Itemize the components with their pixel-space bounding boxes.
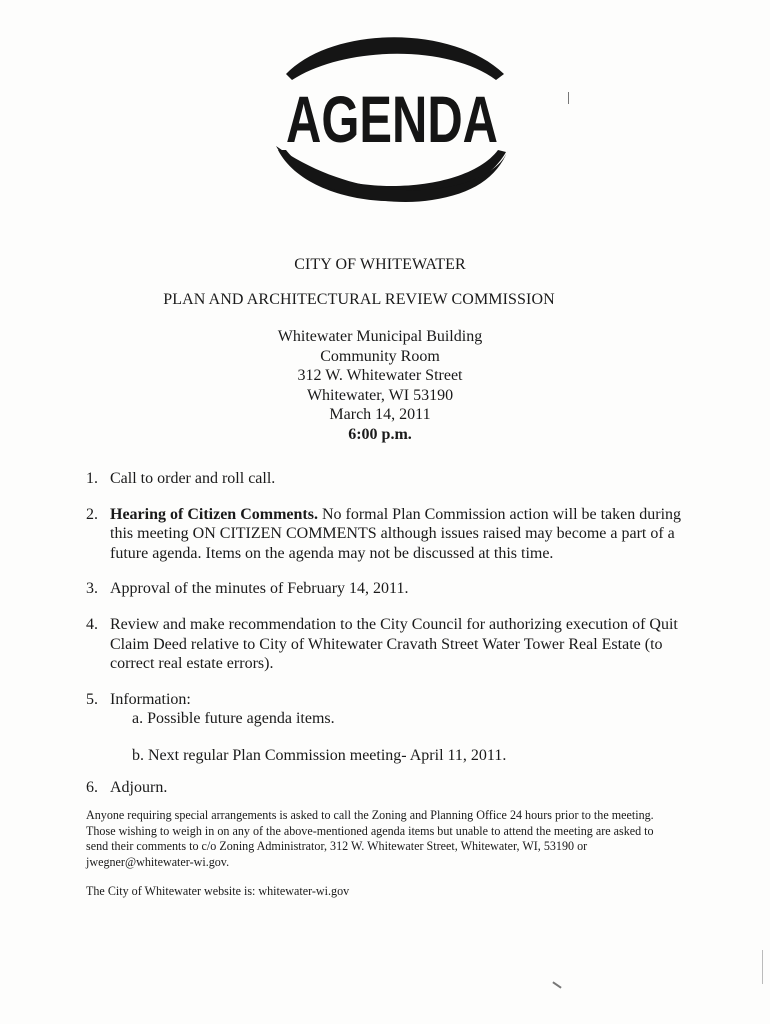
city-heading: CITY OF WHITEWATER xyxy=(294,256,466,273)
item-number: 6. xyxy=(86,778,98,796)
meeting-location xyxy=(230,327,530,445)
item-text: Review and make recommendation to the City Council for authorizing execution of Quit Claim Deed relative to City of Whitewater Cravath Street Water Tower Real Estate (to correct real estate errors). xyxy=(110,615,678,673)
scan-speck xyxy=(568,92,569,104)
building-name: Whitewater Municipal Building xyxy=(277,328,483,345)
sub-item: a. Possible future agenda items. xyxy=(132,710,335,728)
agenda-item xyxy=(86,469,686,489)
item-text: Call to order and roll call. xyxy=(110,470,276,487)
accessibility-note: Anyone requiring special arrangements is asked to call the Zoning and Planning Office 24 hours prior to the meeting. Those wishing to weigh in on any of the above-mentioned agenda items but unable to attend the meeting are asked to send their comments to c/o Zoning Administrator, 312 W. Whitewater Street, Whitewater, WI, 53190 or jwegner@whitewater-wi.gov. xyxy=(86,808,654,869)
website-note: The City of Whitewater website is: whitewater-wi.gov xyxy=(86,884,350,898)
agenda-item xyxy=(86,690,686,766)
agenda-item xyxy=(86,505,686,564)
item-text: No formal Plan Commission action will be taken during this meeting ON CITIZEN COMMENTS although issues raised may become a part of a future agenda. Items on the agenda may not be discussed at this time. xyxy=(110,505,682,562)
room-name: Community Room xyxy=(320,347,440,365)
item-number: 5. xyxy=(86,690,98,708)
item-number: 4. xyxy=(86,615,98,633)
scan-speck xyxy=(552,981,561,988)
item-text: Information: xyxy=(110,690,191,708)
street-address: 312 W. Whitewater Street xyxy=(297,367,463,385)
sub-item: b. Next regular Plan Commission meeting- April 11, 2011. xyxy=(132,746,507,764)
meeting-date: March 14, 2011 xyxy=(329,406,431,424)
item-text: Approval of the minutes of February 14, 2011. xyxy=(110,580,409,598)
scan-speck xyxy=(762,950,763,984)
item-number: 2. xyxy=(86,505,98,523)
city-state-zip: Whitewater, WI 53190 xyxy=(306,386,454,404)
meeting-time: 6:00 p.m. xyxy=(348,425,412,443)
agenda-logo xyxy=(272,28,512,218)
item-number: 3. xyxy=(86,580,98,598)
agenda-item xyxy=(86,615,686,674)
commission-heading: PLAN AND ARCHITECTURAL REVIEW COMMISSION xyxy=(163,291,555,308)
agenda-item xyxy=(86,778,686,798)
agenda-item xyxy=(86,579,686,599)
agenda-logo-text: AGENDA xyxy=(286,82,498,156)
agenda-logo-icon xyxy=(272,28,512,218)
agenda-items xyxy=(86,469,686,813)
item-number: 1. xyxy=(86,470,98,487)
item-title: Hearing of Citizen Comments. xyxy=(110,505,318,523)
item-text: Adjourn. xyxy=(110,778,168,796)
